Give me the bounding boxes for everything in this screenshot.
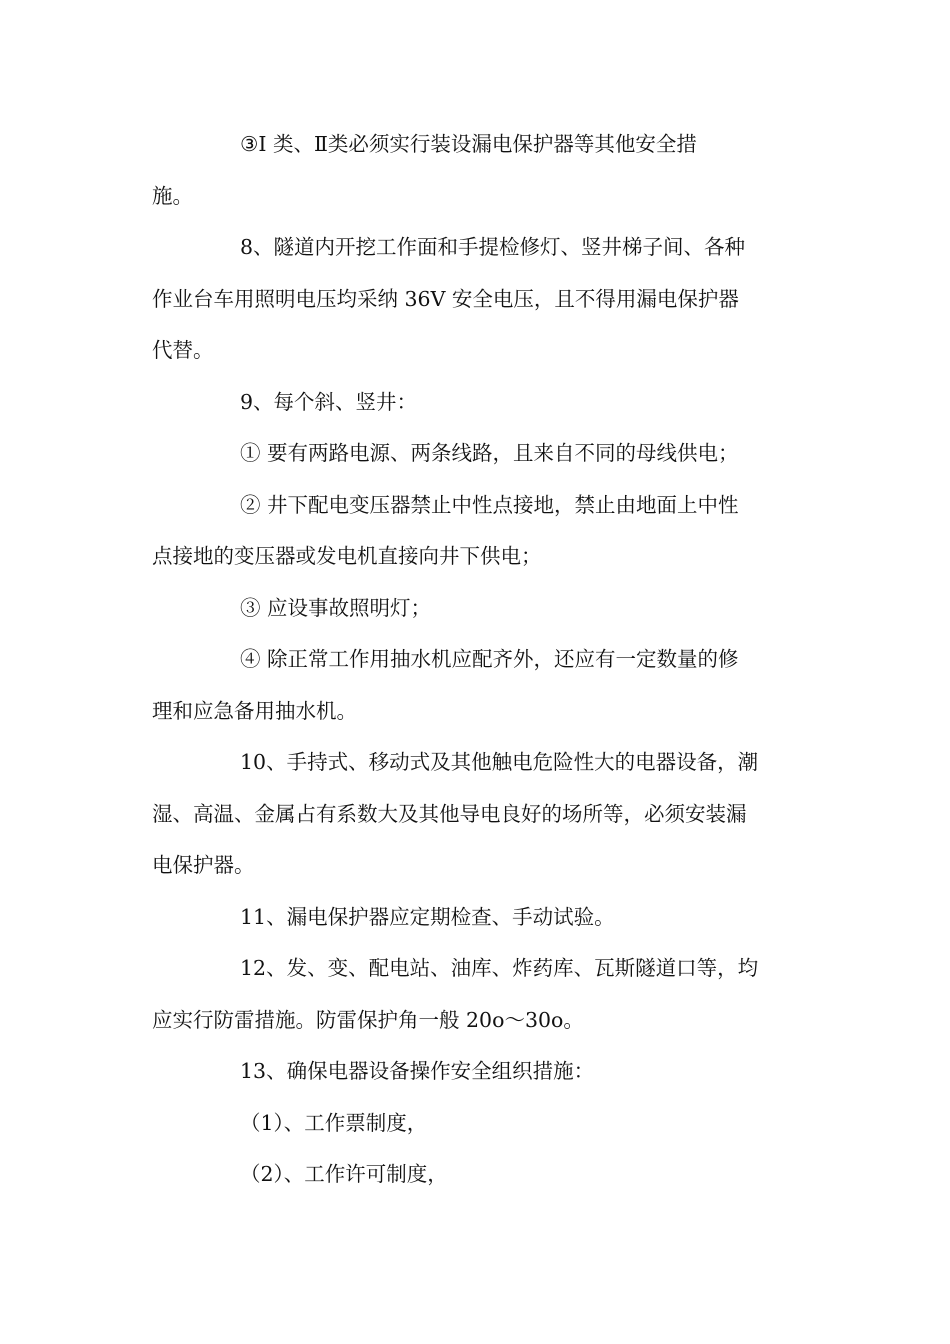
text-line: 作业台车用照明电压均采纳 36V 安全电压，且不得用漏电保护器 <box>152 286 739 311</box>
text-line: （1）、工作票制度， <box>240 1110 428 1135</box>
text-line: 湿、高温、金属占有系数大及其他导电良好的场所等，必须安装漏 <box>152 801 747 826</box>
text-line: 13、确保电器设备操作安全组织措施： <box>240 1059 595 1083</box>
text-line: 应实行防雷措施。防雷保护角一般 20o～30o。 <box>152 1007 584 1032</box>
text-line: 理和应急备用抽水机。 <box>152 698 357 723</box>
text-line: ③ 应设事故照明灯； <box>240 595 432 620</box>
document-body <box>152 119 802 1201</box>
text-line: （2）、工作许可制度， <box>240 1162 448 1186</box>
text-line: ③Ⅰ 类、Ⅱ类必须实行装设漏电保护器等其他安全措 <box>240 132 697 156</box>
text-line: 9、每个斜、竖井： <box>240 389 418 414</box>
text-line: 11、漏电保护器应定期检查、手动试验。 <box>240 904 615 929</box>
text-line: 10、手持式、移动式及其他触电危险性大的电器设备，潮 <box>240 750 759 774</box>
text-line: ② 井下配电变压器禁止中性点接地，禁止由地面上中性 <box>240 492 739 517</box>
text-line: 电保护器。 <box>152 853 255 877</box>
text-line: ④ 除正常工作用抽水机应配齐外，还应有一定数量的修 <box>240 647 739 671</box>
text-line: 施。 <box>152 183 193 208</box>
text-line: ① 要有两路电源、两条线路，且来自不同的母线供电； <box>240 441 739 465</box>
text-line: 代替。 <box>152 338 214 362</box>
text-line: 8、隧道内开挖工作面和手提检修灯、竖井梯子间、各种 <box>240 235 746 259</box>
text-line: 点接地的变压器或发电机直接向井下供电； <box>152 544 542 568</box>
text-line: 12、发、变、配电站、油库、炸药库、瓦斯隧道口等，均 <box>240 956 759 980</box>
